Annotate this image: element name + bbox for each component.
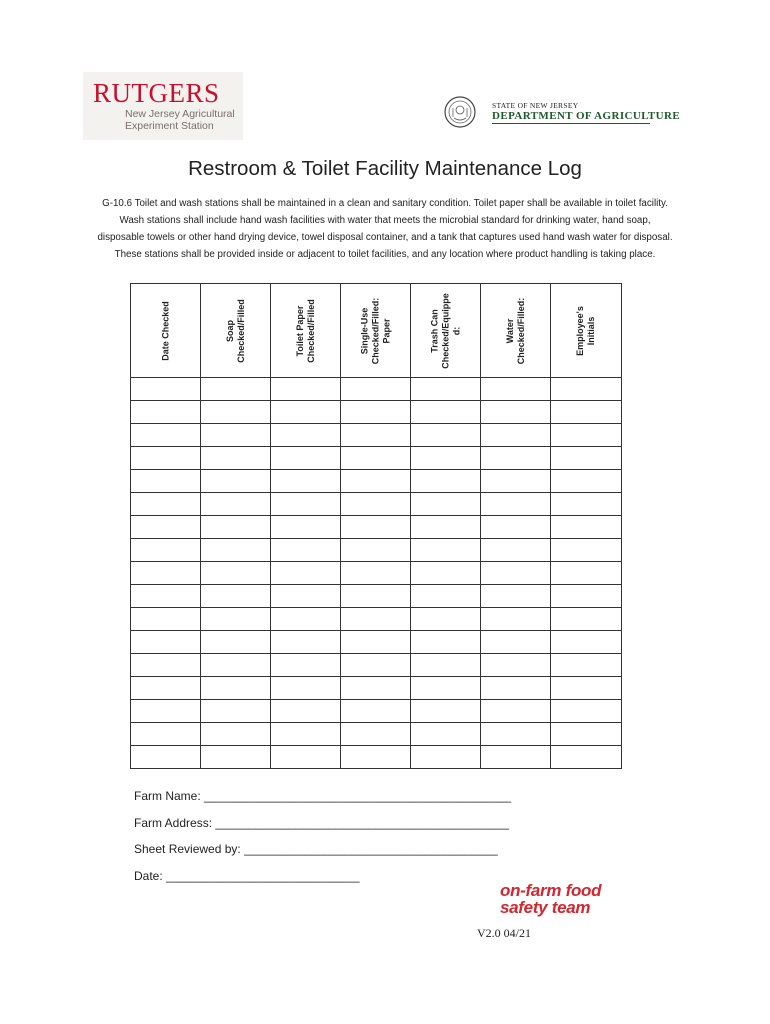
- intro-line: disposable towels or other hand drying device, towel disposal container, and a tank that captures used hand wash water for disposal.: [97, 232, 673, 243]
- log-cell[interactable]: [411, 470, 481, 493]
- log-cell[interactable]: [131, 677, 201, 700]
- log-cell[interactable]: [271, 562, 341, 585]
- on-farm-food-safety-logo: [500, 882, 601, 916]
- log-cell[interactable]: [201, 539, 271, 562]
- log-cell[interactable]: [131, 401, 201, 424]
- nj-state-seal-icon: [444, 96, 476, 128]
- nj-state-line: STATE OF NEW JERSEY: [492, 101, 579, 110]
- log-cell[interactable]: [481, 378, 551, 401]
- log-cell[interactable]: [201, 516, 271, 539]
- log-cell[interactable]: [271, 654, 341, 677]
- brand-line: safety team: [500, 898, 591, 917]
- column-header-text: Initials: [586, 316, 596, 345]
- log-cell[interactable]: [551, 539, 622, 562]
- log-cell[interactable]: [131, 424, 201, 447]
- table-row: [131, 539, 622, 562]
- nj-dept-line: DEPARTMENT OF AGRICULTURE: [492, 110, 681, 122]
- column-header-label: [160, 285, 171, 377]
- log-cell[interactable]: [551, 631, 622, 654]
- log-cell[interactable]: [341, 608, 411, 631]
- column-header-text: Checked/Filled:: [370, 297, 380, 364]
- log-cell[interactable]: [481, 723, 551, 746]
- log-cell[interactable]: [411, 654, 481, 677]
- column-header: [201, 284, 271, 378]
- log-cell[interactable]: [551, 654, 622, 677]
- intro-line: G-10.6 Toilet and wash stations shall be maintained in a clean and sanitary condition. Toilet paper shall be available in toilet facility.: [102, 198, 668, 209]
- log-cell[interactable]: [271, 585, 341, 608]
- log-cell[interactable]: [481, 585, 551, 608]
- table-row: [131, 746, 622, 769]
- log-cell[interactable]: [341, 493, 411, 516]
- log-cell[interactable]: [551, 677, 622, 700]
- column-header: [411, 284, 481, 378]
- log-cell[interactable]: [341, 401, 411, 424]
- log-cell[interactable]: [271, 677, 341, 700]
- log-cell[interactable]: [481, 424, 551, 447]
- log-cell[interactable]: [341, 723, 411, 746]
- log-cell[interactable]: [481, 631, 551, 654]
- column-header-label: [295, 285, 317, 377]
- log-cell[interactable]: [271, 608, 341, 631]
- log-cell[interactable]: [341, 562, 411, 585]
- column-header: [481, 284, 551, 378]
- log-cell[interactable]: [411, 746, 481, 769]
- table-row: [131, 401, 622, 424]
- table-row: [131, 378, 622, 401]
- log-cell[interactable]: [201, 470, 271, 493]
- column-header-text: Water: [504, 318, 515, 343]
- column-header-text: Checked/Filled: [235, 298, 246, 363]
- log-cell[interactable]: [411, 516, 481, 539]
- column-header-text: Checked/Equippe: [440, 292, 450, 369]
- log-cell[interactable]: [271, 401, 341, 424]
- table-body: [131, 378, 622, 769]
- log-cell[interactable]: [131, 654, 201, 677]
- log-cell[interactable]: [411, 539, 481, 562]
- log-cell[interactable]: [201, 585, 271, 608]
- sheet-reviewed-by-field[interactable]: Sheet Reviewed by: ______________________________________: [134, 842, 498, 856]
- table-row: [131, 516, 622, 539]
- log-cell[interactable]: [551, 723, 622, 746]
- log-cell[interactable]: [131, 723, 201, 746]
- log-cell[interactable]: [131, 447, 201, 470]
- log-cell[interactable]: [481, 608, 551, 631]
- column-header-text: Paper: [381, 318, 391, 344]
- log-cell[interactable]: [131, 562, 201, 585]
- table-row: [131, 447, 622, 470]
- date-field[interactable]: Date: _____________________________: [134, 868, 360, 883]
- farm-name-field[interactable]: Farm Name: ______________________________________________: [134, 789, 512, 803]
- log-cell[interactable]: [201, 447, 271, 470]
- log-cell[interactable]: [551, 746, 622, 769]
- column-header-text: d:: [451, 326, 461, 335]
- log-cell[interactable]: [551, 424, 622, 447]
- log-cell[interactable]: [481, 447, 551, 470]
- farm-info-form: [134, 789, 511, 895]
- log-cell[interactable]: [131, 539, 201, 562]
- column-header: [271, 284, 341, 378]
- log-cell[interactable]: [341, 746, 411, 769]
- column-header-text: Soap: [224, 319, 235, 342]
- log-cell[interactable]: [411, 677, 481, 700]
- log-cell[interactable]: [551, 378, 622, 401]
- log-cell[interactable]: [201, 700, 271, 723]
- log-cell[interactable]: [411, 562, 481, 585]
- log-cell[interactable]: [341, 585, 411, 608]
- log-cell[interactable]: [271, 424, 341, 447]
- log-cell[interactable]: [551, 608, 622, 631]
- column-header-label: [575, 285, 597, 377]
- log-cell[interactable]: [131, 516, 201, 539]
- table-row: [131, 493, 622, 516]
- log-cell[interactable]: [271, 470, 341, 493]
- table-row: [131, 677, 622, 700]
- log-cell[interactable]: [551, 585, 622, 608]
- log-cell[interactable]: [341, 378, 411, 401]
- table-row: [131, 631, 622, 654]
- log-cell[interactable]: [481, 677, 551, 700]
- log-cell[interactable]: [551, 447, 622, 470]
- log-cell[interactable]: [201, 654, 271, 677]
- log-cell[interactable]: [201, 378, 271, 401]
- log-cell[interactable]: [131, 493, 201, 516]
- nj-logo-divider: [492, 123, 650, 124]
- log-cell[interactable]: [201, 746, 271, 769]
- log-cell[interactable]: [551, 700, 622, 723]
- log-cell[interactable]: [411, 493, 481, 516]
- log-cell[interactable]: [341, 447, 411, 470]
- log-cell[interactable]: [481, 539, 551, 562]
- log-cell[interactable]: [481, 700, 551, 723]
- log-cell[interactable]: [271, 746, 341, 769]
- log-cell[interactable]: [411, 723, 481, 746]
- log-cell[interactable]: [481, 493, 551, 516]
- log-cell[interactable]: [411, 700, 481, 723]
- log-cell[interactable]: [411, 631, 481, 654]
- log-cell[interactable]: [341, 470, 411, 493]
- log-cell[interactable]: [201, 631, 271, 654]
- log-cell[interactable]: [411, 608, 481, 631]
- log-cell[interactable]: [411, 378, 481, 401]
- brand-line: on-farm food: [500, 881, 602, 900]
- column-header-label: [429, 285, 462, 377]
- column-header-text: Employee's: [575, 305, 585, 356]
- rutgers-wordmark: RUTGERS: [93, 78, 220, 108]
- log-cell[interactable]: [201, 677, 271, 700]
- log-cell[interactable]: [341, 631, 411, 654]
- log-cell[interactable]: [201, 562, 271, 585]
- log-cell[interactable]: [341, 654, 411, 677]
- log-cell[interactable]: [271, 631, 341, 654]
- table-row: [131, 562, 622, 585]
- log-cell[interactable]: [271, 447, 341, 470]
- intro-line: Wash stations shall include hand wash facilities with water that meets the microbial standard for drinking water, hand soap,: [119, 215, 651, 226]
- log-cell[interactable]: [551, 562, 622, 585]
- column-header-label: [505, 285, 527, 377]
- column-header-label: [359, 285, 392, 377]
- log-cell[interactable]: [131, 585, 201, 608]
- column-header-label: [225, 285, 247, 377]
- page-title: Restroom & Toilet Facility Maintenance Log: [188, 157, 582, 180]
- column-header-text: Checked/Filled: [305, 298, 316, 363]
- column-header-text: Toilet Paper: [294, 305, 305, 356]
- intro-paragraph: [58, 195, 712, 263]
- intro-line: These stations shall be provided inside or adjacent to toilet facilities, and any location where product handling is taking place.: [114, 249, 656, 260]
- table-row: [131, 424, 622, 447]
- table-row: [131, 470, 622, 493]
- log-cell[interactable]: [341, 539, 411, 562]
- log-cell[interactable]: [201, 424, 271, 447]
- log-cell[interactable]: [481, 746, 551, 769]
- log-cell[interactable]: [411, 447, 481, 470]
- table-row: [131, 723, 622, 746]
- farm-address-field[interactable]: Farm Address: ____________________________________________: [134, 815, 510, 830]
- log-cell[interactable]: [551, 516, 622, 539]
- log-cell[interactable]: [201, 493, 271, 516]
- rutgers-subtitle-line-1: New Jersey Agricultural: [125, 108, 235, 120]
- column-header-text: Date Checked: [160, 300, 170, 361]
- version-label: V2.0 04/21: [477, 926, 531, 940]
- table-row: [131, 654, 622, 677]
- log-cell[interactable]: [201, 723, 271, 746]
- table-row: [131, 608, 622, 631]
- log-cell[interactable]: [271, 700, 341, 723]
- maintenance-log-table: [130, 283, 622, 769]
- log-cell[interactable]: [131, 746, 201, 769]
- column-header: [131, 284, 201, 378]
- log-cell[interactable]: [271, 539, 341, 562]
- rutgers-logo: [83, 72, 243, 140]
- log-cell[interactable]: [481, 401, 551, 424]
- log-cell[interactable]: [551, 470, 622, 493]
- log-cell[interactable]: [201, 608, 271, 631]
- column-header-text: Trash Can: [429, 308, 439, 353]
- log-cell[interactable]: [131, 608, 201, 631]
- log-cell[interactable]: [131, 700, 201, 723]
- log-cell[interactable]: [131, 470, 201, 493]
- log-cell[interactable]: [341, 516, 411, 539]
- log-cell[interactable]: [271, 723, 341, 746]
- log-cell[interactable]: [271, 378, 341, 401]
- log-cell[interactable]: [271, 493, 341, 516]
- log-cell[interactable]: [481, 470, 551, 493]
- log-cell[interactable]: [481, 654, 551, 677]
- log-cell[interactable]: [411, 401, 481, 424]
- table-row: [131, 585, 622, 608]
- table-header-row: [131, 284, 622, 378]
- rutgers-subtitle-line-2: Experiment Station: [125, 120, 214, 132]
- log-cell[interactable]: [411, 585, 481, 608]
- log-cell[interactable]: [341, 700, 411, 723]
- log-cell[interactable]: [551, 401, 622, 424]
- log-cell[interactable]: [551, 493, 622, 516]
- nj-agriculture-logo: [444, 96, 681, 132]
- log-cell[interactable]: [131, 378, 201, 401]
- column-header: [341, 284, 411, 378]
- log-cell[interactable]: [201, 401, 271, 424]
- column-header: [551, 284, 622, 378]
- log-cell[interactable]: [271, 516, 341, 539]
- log-cell[interactable]: [411, 424, 481, 447]
- log-cell[interactable]: [131, 631, 201, 654]
- log-cell[interactable]: [481, 516, 551, 539]
- column-header-text: Single-Use: [359, 307, 369, 354]
- table-row: [131, 700, 622, 723]
- log-cell[interactable]: [341, 424, 411, 447]
- column-header-text: Checked/Filled:: [515, 297, 526, 364]
- log-cell[interactable]: [481, 562, 551, 585]
- log-cell[interactable]: [341, 677, 411, 700]
